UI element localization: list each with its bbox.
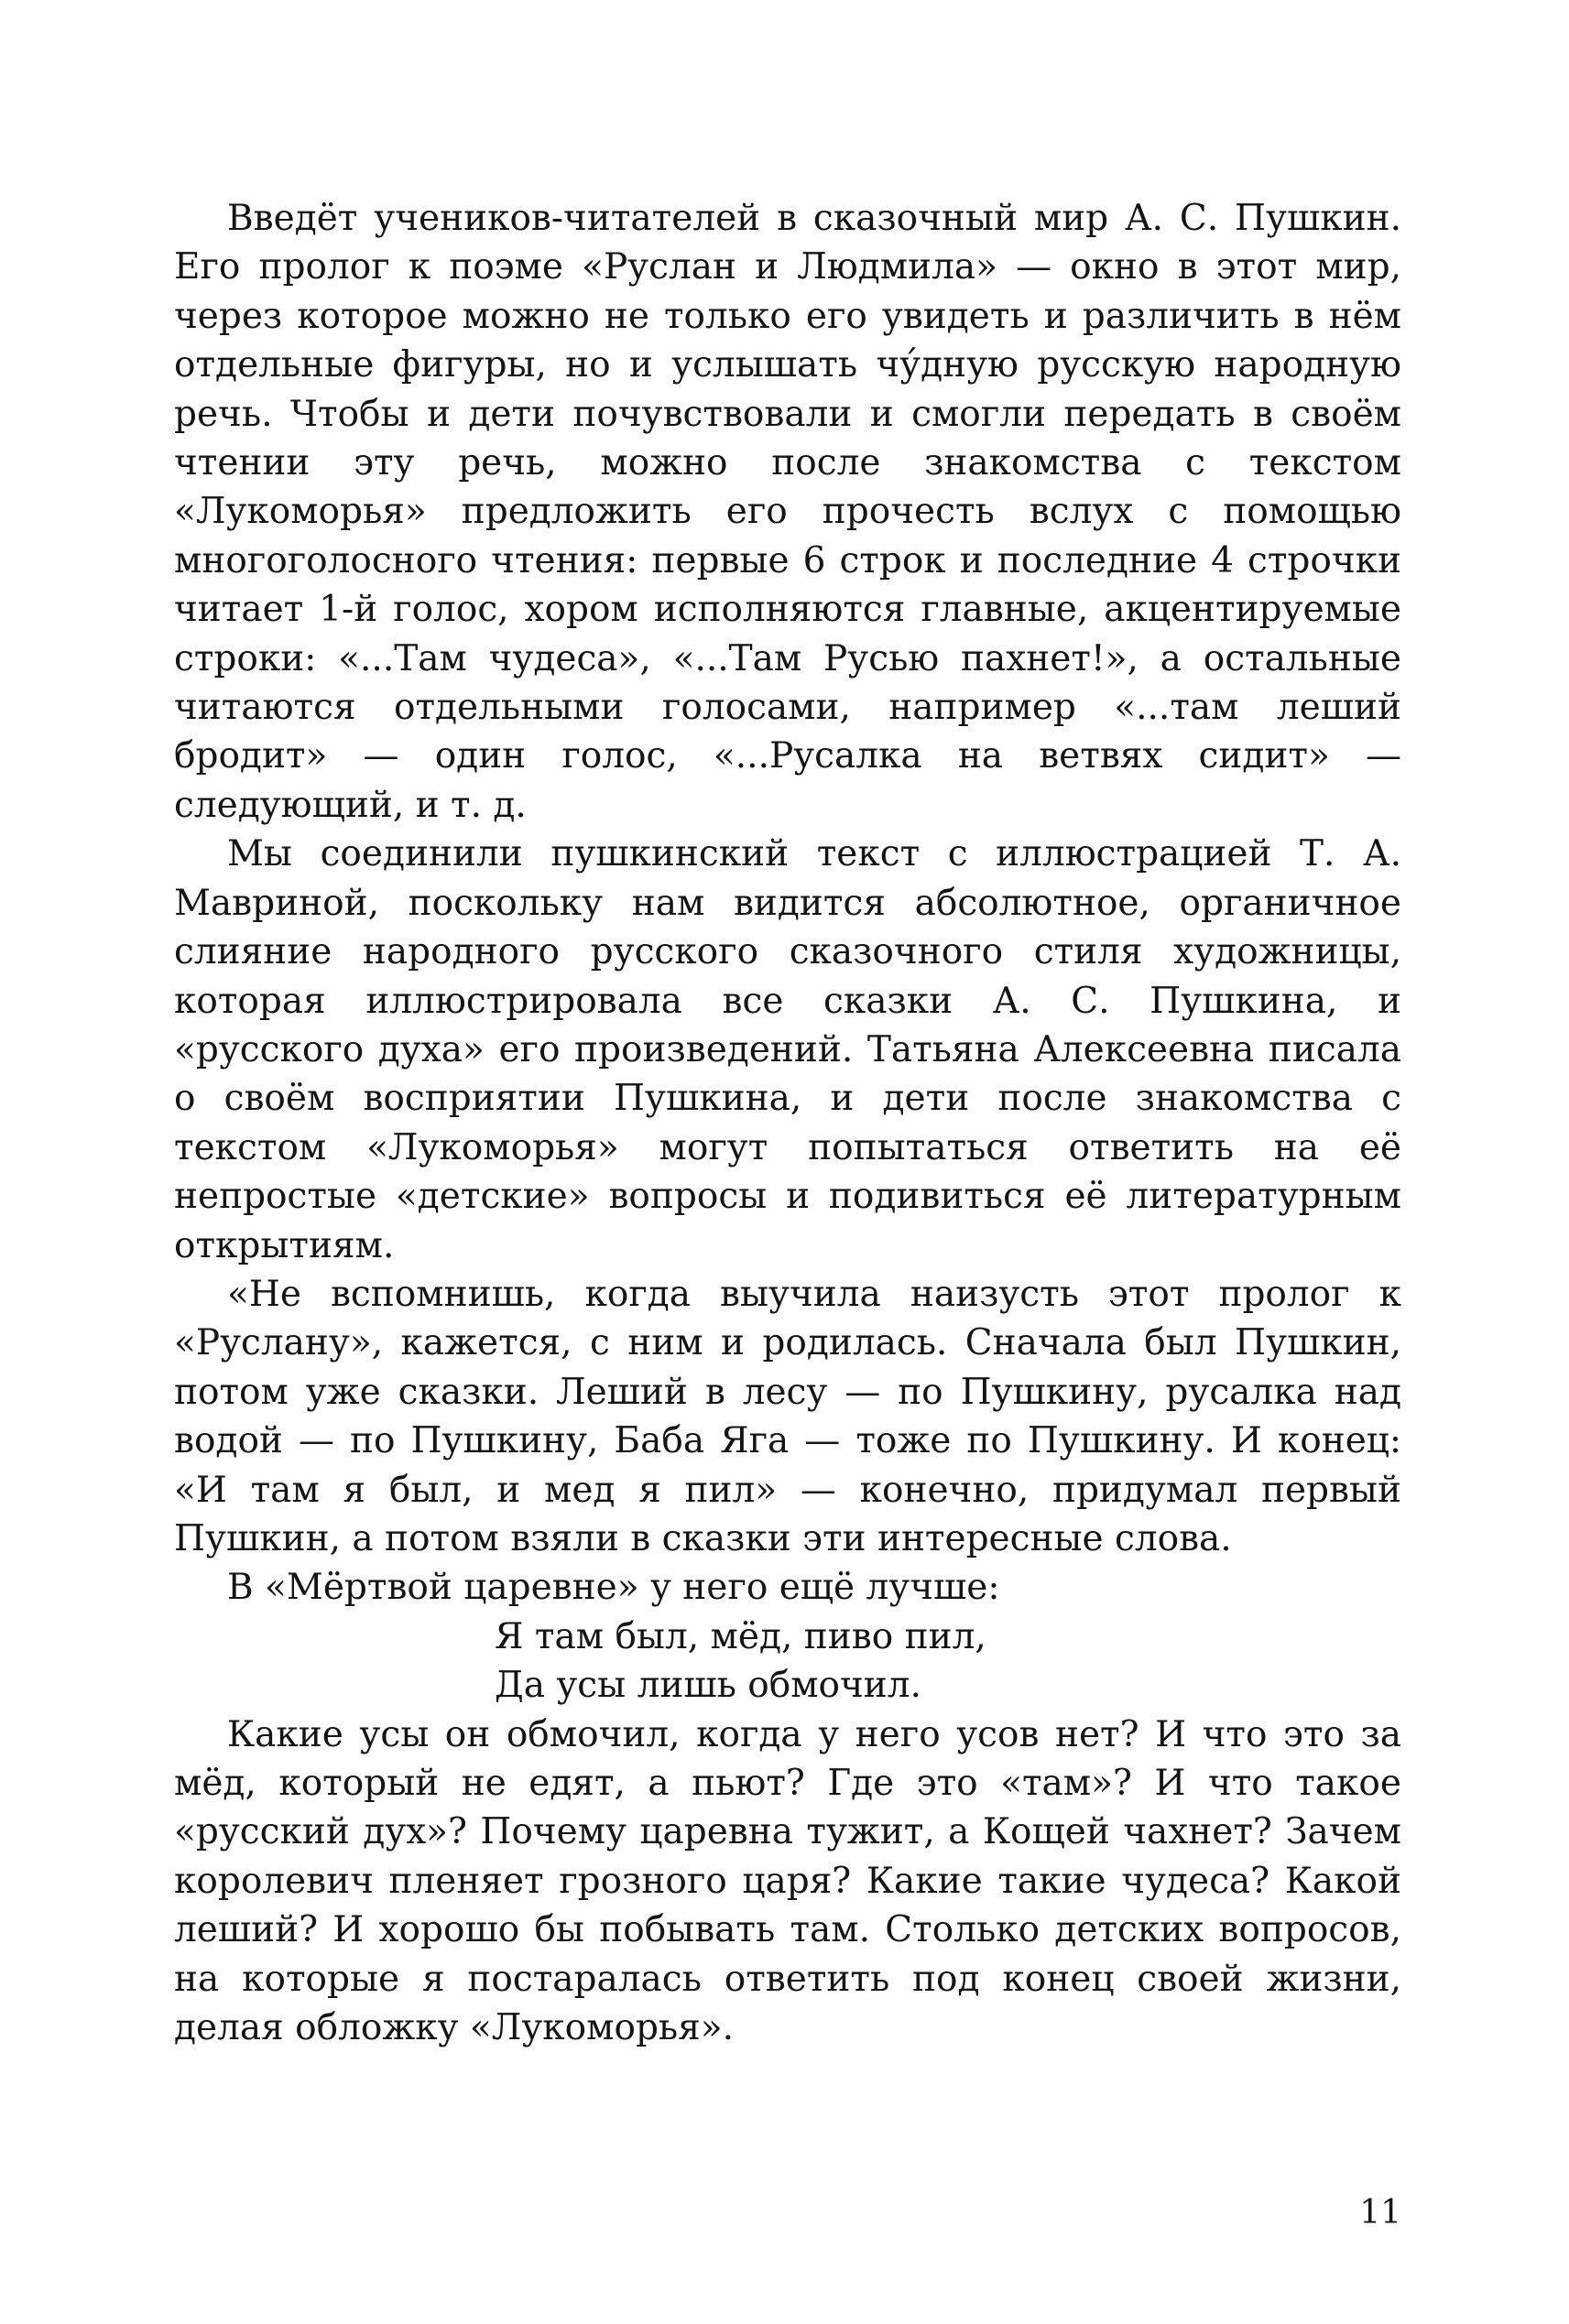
verse-quote <box>495 1613 1401 1710</box>
verse-line: Я там был, мёд, пиво пил, <box>495 1615 986 1657</box>
page-number: 11 <box>1359 2194 1401 2232</box>
verse-line: Да усы лишь обмочил. <box>495 1665 921 1707</box>
paragraph-dead-princess: В «Мёртвой царевне» у него ещё лучше: <box>227 1567 1000 1609</box>
paragraph-quote: «Не вспомнишь, когда выучила наизусть этот пролог к «Руслану», кажется, с ним и родилась. Сначала был Пушкин, потом уже сказки. Леший в лесу — по Пушкину, русалка над водой — по Пушкину, Баба Яга — тоже по Пушкину. И конец: «И там я был, и мед я пил» — конечно, придумал первый Пушкин, а потом взяли в сказки эти интересные слова. <box>174 1273 1401 1559</box>
paragraph-questions: Какие усы он обмочил, когда у него усов нет? И что это за мёд, который не едят, а пьют? Где это «там»? И что такое «русский дух»? Почему царевна тужит, а Кощей чахнет? Зачем королевич пленяет грозного царя? Какие такие чудеса? Какой леший? И хорошо бы побывать там. Столько детских вопросов, на которые я постаралась ответить под конец своей жизни, делая обложку «Лукоморья». <box>174 1713 1401 2049</box>
body-text <box>174 194 1401 2052</box>
paragraph-intro: Введёт учеников-читателей в сказочный мир А. С. Пушкин. Его пролог к поэме «Руслан и Людмила» — окно в этот мир, через которое можно не только его увидеть и различить в нём отдельные фигуры, но и услышать чу́дную русскую народную речь. Чтобы и дети почувствовали и смогли передать в своём чтении эту речь, можно после знакомства с текстом «Лукоморья» предложить его прочесть вслух с помощью многоголосного чтения: первые 6 строк и последние 4 строчки читает 1-й голос, хором исполняются главные, акцентируемые строки: «...Там чудеса», «...Там Русью пахнет!», а остальные читаются отдельными голосами, например «...там леший бродит» — один голос, «...Русалка на ветвях сидит» — следующий, и т. д. <box>174 198 1401 826</box>
paragraph-mavrina: Мы соединили пушкинский текст с иллюстрацией Т. А. Мавриной, поскольку нам видится абсолютное, органичное слияние народного русского сказочного стиля художницы, которая иллюстрировала все сказки А. С. Пушкина, и «русского духа» его произведений. Татьяна Алексеевна писала о своём восприятии Пушкина, и дети после знакомства с текстом «Лукоморья» могут попытаться ответить на её непростые «детские» вопросы и подивиться её литературным открытиям. <box>174 833 1401 1266</box>
